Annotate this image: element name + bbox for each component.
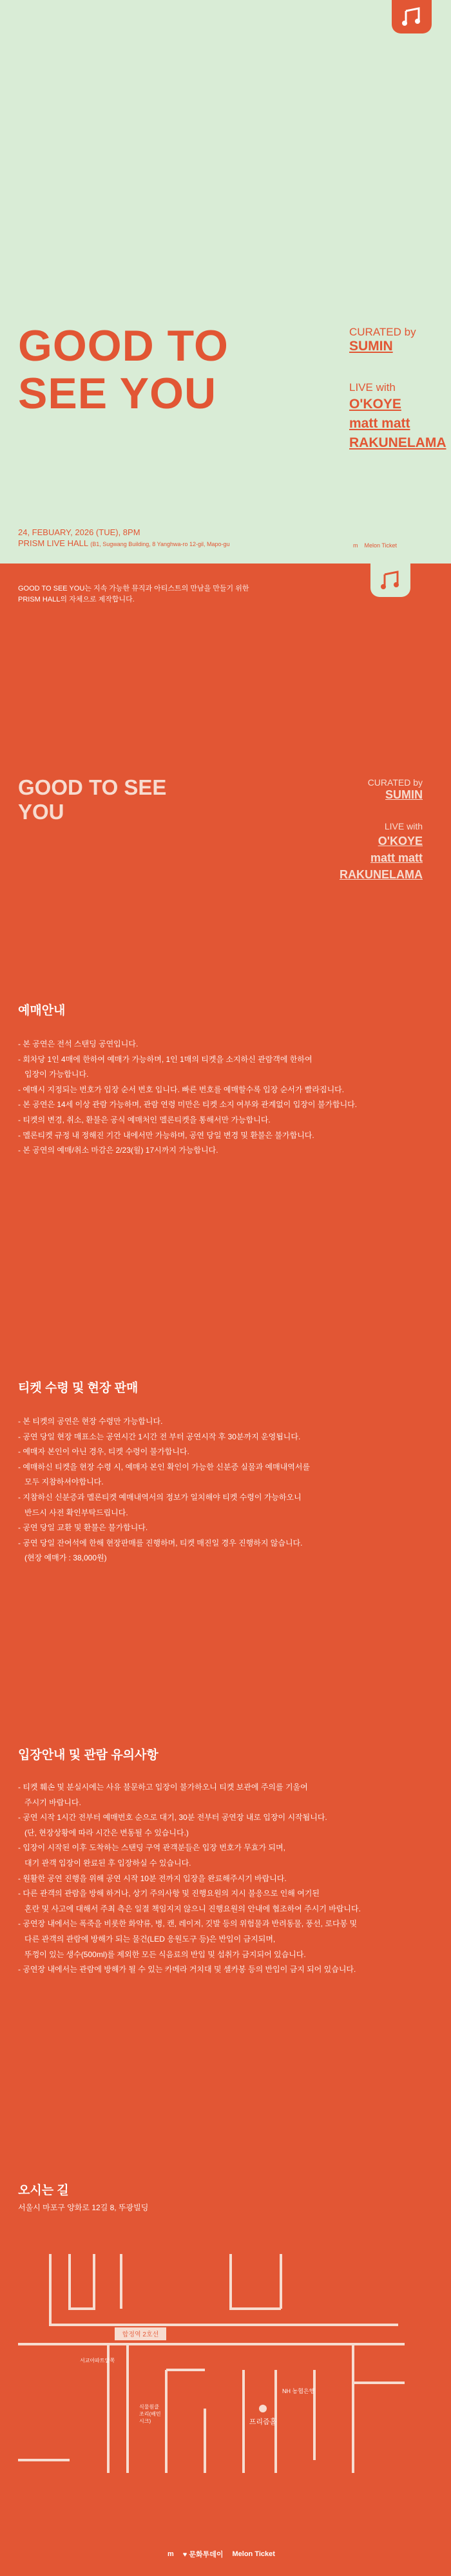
hero-curated-block	[349, 325, 446, 453]
entry-title: 입장안내 및 관람 유의사항	[18, 1748, 158, 1762]
reservation-rules	[18, 1037, 430, 1159]
venue-marker-icon	[259, 2405, 267, 2412]
intro-line: PRISM HALL의 자체으로 제작합니다.	[18, 596, 135, 603]
map-label-station: 합정역 2호선	[122, 2331, 159, 2338]
ticket-title: 티켓 수령 및 현장 판매	[18, 1381, 139, 1395]
rule-line: - 회차당 1인 4매에 한하여 예매가 가능하며, 1인 1매의 티켓을 소지하신 관람객에 한하여	[18, 1054, 312, 1064]
music-notes-icon	[379, 571, 401, 590]
curator-name: SUMIN	[385, 788, 423, 801]
curator-name: SUMIN	[349, 339, 393, 354]
map-label-venue: 프리즘홀	[249, 2418, 277, 2426]
hero-title: GOOD TO SEE YOU	[18, 321, 229, 418]
rule-line: - 예매자 본인이 아닌 경우, 티켓 수령이 불가합니다.	[18, 1447, 189, 1457]
secondary-curated-block	[329, 777, 423, 883]
rule-line: - 공연 시작 1시간 전부터 예매번호 순으로 대기, 30분 전부터 공연장 내로 입장이 시작됩니다.	[18, 1813, 327, 1823]
footer-logo: m	[168, 2550, 174, 2558]
artist-name: RAKUNELAMA	[349, 435, 446, 450]
music-badge-secondary	[370, 564, 410, 597]
entry-rules	[18, 1780, 430, 1978]
rule-line: (현장 예매가 : 38,000원)	[18, 1553, 107, 1563]
live-with-label: LIVE with	[384, 821, 423, 831]
rule-line: 모두 지참하셔야합니다.	[18, 1477, 104, 1487]
venue-name: PRISM LIVE HALL	[18, 538, 88, 548]
ticket-rules	[18, 1414, 430, 1566]
rule-line: - 지참하신 신분증과 멜론티켓 예매내역서의 정보가 일치해야 티켓 수령이 가능하오니	[18, 1492, 302, 1502]
rule-line: - 본 공연은 전석 스탠딩 공연입니다.	[18, 1039, 139, 1048]
rule-line: 입장이 가능합니다.	[18, 1070, 89, 1079]
sponsor-logo: m	[353, 542, 358, 549]
intro-line: GOOD TO SEE YOU는 지속 가능한 뮤직과 아티스트의 만남을 만들기 위한	[18, 585, 249, 592]
rule-line: - 본 티켓의 공연은 현장 수령만 가능합니다.	[18, 1417, 163, 1426]
rule-line: 주시기 바랍니다.	[18, 1797, 81, 1807]
rule-line: - 티켓의 변경, 취소, 환불은 공식 예매처인 멜론티켓을 통해서만 가능합니다.	[18, 1115, 271, 1124]
hero-section	[0, 0, 451, 564]
rule-line: 다른 관객의 관람에 방해가 되는 물건(LED 응원도구 등)은 반입이 금지되며,	[18, 1934, 276, 1944]
location-map	[18, 2215, 432, 2512]
rule-line: - 공연 당일 교환 및 환불은 불가합니다.	[18, 1523, 148, 1533]
rule-line: 뚜껑이 있는 생수(500ml)를 제외한 모든 식음료의 반입 및 섭취가 금지되어 있습니다.	[18, 1949, 306, 1959]
artist-name: O'KOYE	[378, 835, 423, 848]
intro-text	[18, 583, 321, 605]
curated-label: CURATED by	[367, 777, 423, 788]
rule-line: 대기 관객 입장이 완료된 후 입장하실 수 있습니다.	[18, 1858, 191, 1868]
rule-line: (단, 현장상황에 따라 시간은 변동될 수 있습니다.)	[18, 1828, 189, 1837]
map-label-bank: NH 농협은행	[282, 2388, 315, 2394]
rule-line: - 티켓 훼손 및 분실시에는 사유 불문하고 입장이 불가하오니 티켓 보관에 주의를 기울여	[18, 1783, 308, 1792]
location-address: 서울시 마포구 양화로 12길 8, 뚜광빌딩	[18, 2203, 149, 2212]
live-with-block	[329, 820, 423, 883]
rule-line: - 원활한 공연 진행을 위해 공연 시작 10분 전까지 입장을 완료해주시기 바랍니다.	[18, 1873, 287, 1883]
rule-line: - 예매하신 티켓을 현장 수령 시, 예매자 본인 확인이 가능한 신분증 실물과 예매내역서를	[18, 1462, 311, 1472]
venue-address: (B1, Sugwang Building, 8 Yanghwa-ro 12-gil, Mapo-gu	[90, 541, 230, 547]
melon-ticket-logo: Melon Ticket	[232, 2550, 275, 2558]
footer-logo: ♥ 문화투데이	[182, 2551, 224, 2559]
artist-name: O'KOYE	[349, 397, 401, 412]
event-date: 24, FEBUARY, 2026 (TUE), 8PM	[18, 527, 140, 537]
rule-line: - 공연 당일 현장 매표소는 공연시간 1시간 전 부터 공연시작 후 30분까지 운영됩니다.	[18, 1432, 301, 1441]
rule-line: 반드시 사전 확인부탁드립니다.	[18, 1508, 128, 1517]
live-with-label: LIVE with	[349, 381, 396, 393]
live-with-block	[349, 381, 446, 453]
rule-line: - 본 공연의 예매/취소 마감은 2/23(월) 17시까지 가능합니다.	[18, 1146, 218, 1155]
map-roads	[18, 2254, 405, 2473]
rule-line: - 입장이 시작된 이후 도착하는 스탠딩 구역 관객분들은 입장 번호가 무효가 되며,	[18, 1843, 285, 1853]
rule-line: - 공연장 내에서는 관람에 방해가 될 수 있는 카메라 거치대 및 셀카봉 등의 반입이 금지 되어 있습니다.	[18, 1965, 356, 1975]
reservation-title: 예매안내	[18, 1004, 66, 1018]
location-title: 오시는 길	[18, 2184, 69, 2197]
rule-line: 혼란 및 사고에 대해서 주최 측은 일절 책임지지 않으니 진행요원의 안내에 협조하여 주시기 바랍니다.	[18, 1904, 361, 1913]
rule-line: - 멜론티켓 규정 내 정해진 기간 내에서만 가능하며, 공연 당일 변경 및 환불은 불가합니다.	[18, 1130, 314, 1140]
rule-line: - 공연 당일 잔여석에 한해 현장판매를 진행하며, 티켓 매진일 경우 진행하지 않습니다.	[18, 1538, 303, 1548]
artist-name: RAKUNELAMA	[340, 868, 423, 881]
rule-line: - 다른 관객의 관람을 방해 하거나, 상기 주의사항 및 진행요원의 지시 불응으로 인해 여기된	[18, 1889, 320, 1899]
event-info	[18, 527, 230, 550]
map-labels	[80, 2327, 314, 2426]
melon-ticket-logo: Melon Ticket	[364, 542, 398, 549]
rule-line: - 예매시 지정되는 번호가 입장 순서 번호 입니다. 빠른 번호를 예매할수록 입장 순서가 빨라집니다.	[18, 1084, 345, 1094]
artist-name: matt matt	[370, 851, 423, 864]
rule-line: - 공연장 내에서는 폭죽을 비롯한 화약류, 병, 캔, 레이저, 깃발 등의 위험물과 반려동물, 풍선, 로다봉 및	[18, 1919, 358, 1929]
music-notes-icon	[401, 7, 423, 26]
rule-line: - 본 공연은 14세 이상 관람 가능하며, 관람 연령 미만은 티켓 소지 여부와 관계없이 입장이 불가합니다.	[18, 1100, 358, 1110]
secondary-title: GOOD TO SEE YOU	[18, 775, 167, 824]
music-badge	[392, 0, 432, 33]
map-label-restaurant: 식물원클 조리(배민 시크)	[139, 2404, 161, 2424]
footer-logos	[168, 2549, 275, 2559]
sponsor-logos	[353, 542, 397, 549]
map-label-exit: 서교아파트앞쪽	[80, 2358, 115, 2363]
curated-label: CURATED by	[349, 326, 416, 338]
artist-name: matt matt	[349, 416, 410, 431]
